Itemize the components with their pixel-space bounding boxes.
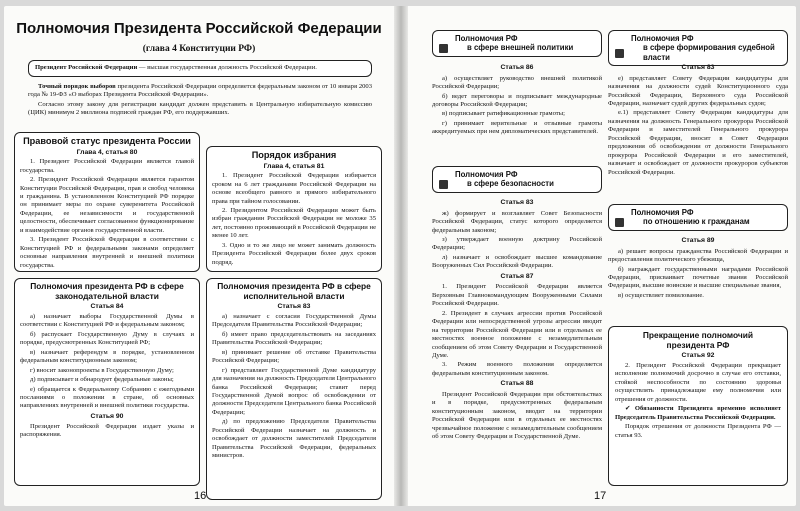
termination-impeachment-text: Порядок отрешения от должности Президента РФ — статья 93. xyxy=(615,423,781,439)
list-item: в) принимает решение об отставке Правительства Российской Федерации; xyxy=(212,348,376,365)
list-item: 3. Одно и то же лицо не может занимать должность Президента Российской Федерации более двух сроков подряд. xyxy=(212,241,376,266)
security-article-2: Статья 87 xyxy=(500,272,534,280)
definition-box xyxy=(28,60,372,77)
judicial-article: Статья 83 xyxy=(681,64,715,71)
election-procedure-article: Глава 4, статья 81 xyxy=(263,162,325,170)
list-item: 1. Президент Российской Федерации избирается сроком на 6 лет гражданами Российской Федерации на основе всеобщего равного и прямого избирательного права при тайном голосовании. xyxy=(212,172,376,205)
list-item: в) подписывает ратификационные грамоты; xyxy=(442,110,565,118)
list-item: з) утверждает военную доктрину Российской Федерации; xyxy=(432,236,602,252)
security-text xyxy=(432,197,602,443)
list-item: б) распускает Государственную Думу в случаях и порядке, предусмотренных Конституцией РФ; xyxy=(20,330,194,347)
list-item: г) принимает верительные и отзывные грамоты аккредитуемых при нем дипломатических представителей. xyxy=(432,119,602,136)
page-number: 17 xyxy=(594,490,607,502)
security-article-3: Статья 88 xyxy=(500,380,534,388)
list-item: 3. Президент Российской Федерации в соответствии с Конституцией РФ и федеральными законами определяет основные направления внутренней и внешней политики государства. xyxy=(20,236,194,269)
list-item: г) вносит законопроекты в Государственную Думу; xyxy=(30,366,174,374)
list-item: б) имеет право председательствовать на заседаниях Правительства Российской Федерации; xyxy=(212,330,376,347)
right-page xyxy=(408,6,796,506)
list-item: Президент Российской Федерации издает указы и распоряжения. xyxy=(20,422,194,438)
list-item: 2. Президент в случаях агрессии против Российской Федерации или непосредственной угрозы агрессии вводит на территории Российской Федерации или в отдельных ее местностях военное положение с незамедлительным сообщением об этом Совету Федерации и Государственной Думе. xyxy=(432,309,602,359)
election-paragraph xyxy=(28,83,372,119)
bullet-icon xyxy=(615,49,624,58)
bullet-icon xyxy=(615,218,624,227)
legislative-article-2: Статья 90 xyxy=(90,412,124,420)
list-item: б) ведет переговоры и подписывает международные договоры Российской Федерации; xyxy=(432,92,602,108)
election-lead: Точный порядок выборов xyxy=(38,83,116,90)
list-item: б) награждает государственными наградами Российской Федерации, присваивает почетные звания Российской Федерации, высшие воинские и высшие специальные звания, xyxy=(608,265,788,290)
bullet-icon xyxy=(439,44,448,53)
termination-title-1: Прекращение полномочий xyxy=(642,330,754,340)
list-item: г) представляет Государственной Думе кандидатуру для назначения на должность Председателя Центрального банка Российской Федерации; ставит перед Государственной Думой вопрос об освобождении от должности Председателя Центрального банка Российской Федерации; xyxy=(212,366,376,416)
list-item: в) осуществляет помилование. xyxy=(618,291,704,299)
citizens-article: Статья 89 xyxy=(681,237,715,244)
list-item: 1. Президент Российской Федерации является главой государства. xyxy=(20,158,194,174)
list-item: в) назначает референдум в порядке, установленном федеральным конституционным законом; xyxy=(20,348,194,365)
list-item: 2. Президент Российской Федерации является гарантом Конституции Российской Федерации, прав и свобод человека и гражданина. В установленном Конституцией РФ порядке он принимает меры по охране суверенитета Российской Федерации, ее независимости и государственной целостности, обеспечивает согласованное функционирование и взаимодействие органов государственной власти. xyxy=(20,176,194,234)
page-subtitle: (глава 4 Конституции РФ) xyxy=(142,44,256,54)
list-item: Президент Российской Федерации при обстоятельствах и в порядке, предусмотренных федеральным конституционным законом, вводит на территории Российской Федерации или в отдельных ее местностях чрезвычайное положение с незамедлительным сообщением об этом Совету Федерации и Государственной Думе. xyxy=(432,390,602,441)
judicial-text xyxy=(608,62,788,178)
definition-text: — высшая государственная должность Российской Федерации. xyxy=(137,64,317,71)
judicial-header: Полномочия РФ в сфере формирования судебной власти xyxy=(608,30,788,66)
executive-article: Статья 83 xyxy=(277,303,311,311)
security-header: Полномочия РФ в сфере безопасности xyxy=(432,166,602,193)
election-procedure-box xyxy=(206,146,382,272)
list-item: д) по предложению Председателя Правительства Российской Федерации назначает на должность и освобождает от должности заместителей Председателя Правительства Российской Федерации, федеральных министров. xyxy=(212,418,376,459)
security-article: Статья 83 xyxy=(500,199,534,206)
executive-title: Полномочия президента РФ в сфере исполнительной власти xyxy=(217,281,371,301)
election-registration-text: Согласно этому закону для регистрации кандидат должен представить в Центральную избирательную комиссию (ЦИК) минимум 2 миллиона подписей граждан РФ, его поддержавших. xyxy=(28,100,372,117)
left-page xyxy=(4,6,394,506)
legal-status-article: Глава 4, статья 80 xyxy=(76,148,138,156)
legislative-article: Статья 84 xyxy=(90,303,124,311)
list-item: е) обращается к Федеральному Собранию с ежегодными посланиями о положении в стране, об основных направлениях внутренней и внешней политики государства. xyxy=(20,385,194,410)
termination-text: 2. Президент Российской Федерации прекращает исполнение полномочий досрочно в случае его отставки, стойкой неспособности по состоянию здоровья осуществлять принадлежащие ему полномочия или отрешения от должности. xyxy=(615,362,781,403)
list-item: а) назначает с согласия Государственной Думы Председателя Правительства Российской Федерации; xyxy=(212,313,376,329)
legislative-box xyxy=(14,278,200,486)
termination-box xyxy=(608,326,788,486)
list-item: 1. Президент Российской Федерации является Верховным Главнокомандующим Вооруженными Силами Российской Федерации. xyxy=(432,283,602,308)
check-icon: ✔ xyxy=(625,405,635,413)
election-text: президента Российской Федерации определяется федеральным законом от 10 января 2003 года № 19-ФЗ «О выборах Президента Российской Федерации». xyxy=(28,83,373,99)
foreign-policy-header: Полномочия РФ в сфере внешней политики xyxy=(432,30,602,57)
page-number: 16 xyxy=(194,490,207,502)
executive-box xyxy=(206,278,382,500)
list-item: а) назначает выборы Государственной Думы в соответствии с Конституцией РФ и федеральным законом; xyxy=(20,313,194,329)
legal-status-title: Правовой статус президента России xyxy=(23,136,191,146)
page-title: Полномочия Президента Российской Федерации xyxy=(16,20,382,37)
election-procedure-title: Порядок избрания xyxy=(251,150,337,160)
citizens-text xyxy=(608,235,788,301)
termination-acting-text: Обязанности Президента временно исполняет Председатель Правительства Российской Федерации. xyxy=(615,405,781,421)
list-item: е.1) представляет Совету Федерации кандидатуры для назначения на должность Генерального прокурора Российской Федерации и заместителей Генерального прокурора Российской Федерации, вносит в Совет Федерации предложения об освобождении от должности Генерального прокурора Российской Федерации и его заместителей, назначает и освобождает от должности прокуроров субъектов Российской Федерации. xyxy=(608,109,788,176)
bullet-icon xyxy=(439,180,448,189)
termination-title-2: президента РФ xyxy=(666,339,730,350)
termination-article: Статья 92 xyxy=(681,352,715,360)
list-item: а) решает вопросы гражданства Российской Федерации и предоставления политического убежища, xyxy=(608,247,788,264)
list-item: а) осуществляет руководство внешней политикой Российской Федерации; xyxy=(432,74,602,91)
foreign-policy-text xyxy=(432,62,602,138)
list-item: 2. Президентом Российской Федерации может быть избран гражданин Российской Федерации не моложе 35 лет, постоянно проживающий в Российской Федерации не менее 10 лет. xyxy=(212,207,376,240)
legal-status-box xyxy=(14,132,200,272)
definition-term: Президент Российской Федерации xyxy=(35,64,138,71)
legislative-title: Полномочия президента РФ в сфере законодательной власти xyxy=(30,281,184,301)
list-item: д) подписывает и обнародует федеральные законы; xyxy=(30,376,174,384)
foreign-article: Статья 86 xyxy=(500,64,534,71)
list-item: е) представляет Совету Федерации кандидатуры для назначения на должности судей Конституционного суда Российской Федерации, Верховного суда Российской Федерации, назначает судей других федеральных судов; xyxy=(608,74,788,107)
list-item: 3. Режим военного положения определяется федеральным конституционным законом. xyxy=(432,361,602,377)
list-item: л) назначает и освобождает высшее командование Вооруженных Сил Российской Федерации. xyxy=(432,253,602,270)
book-gutter xyxy=(394,6,408,506)
citizens-header: Полномочия РФ по отношению к гражданам xyxy=(608,204,788,231)
list-item: ж) формирует и возглавляет Совет Безопасности Российской Федерации, статус которого определяется федеральным законом; xyxy=(432,209,602,234)
